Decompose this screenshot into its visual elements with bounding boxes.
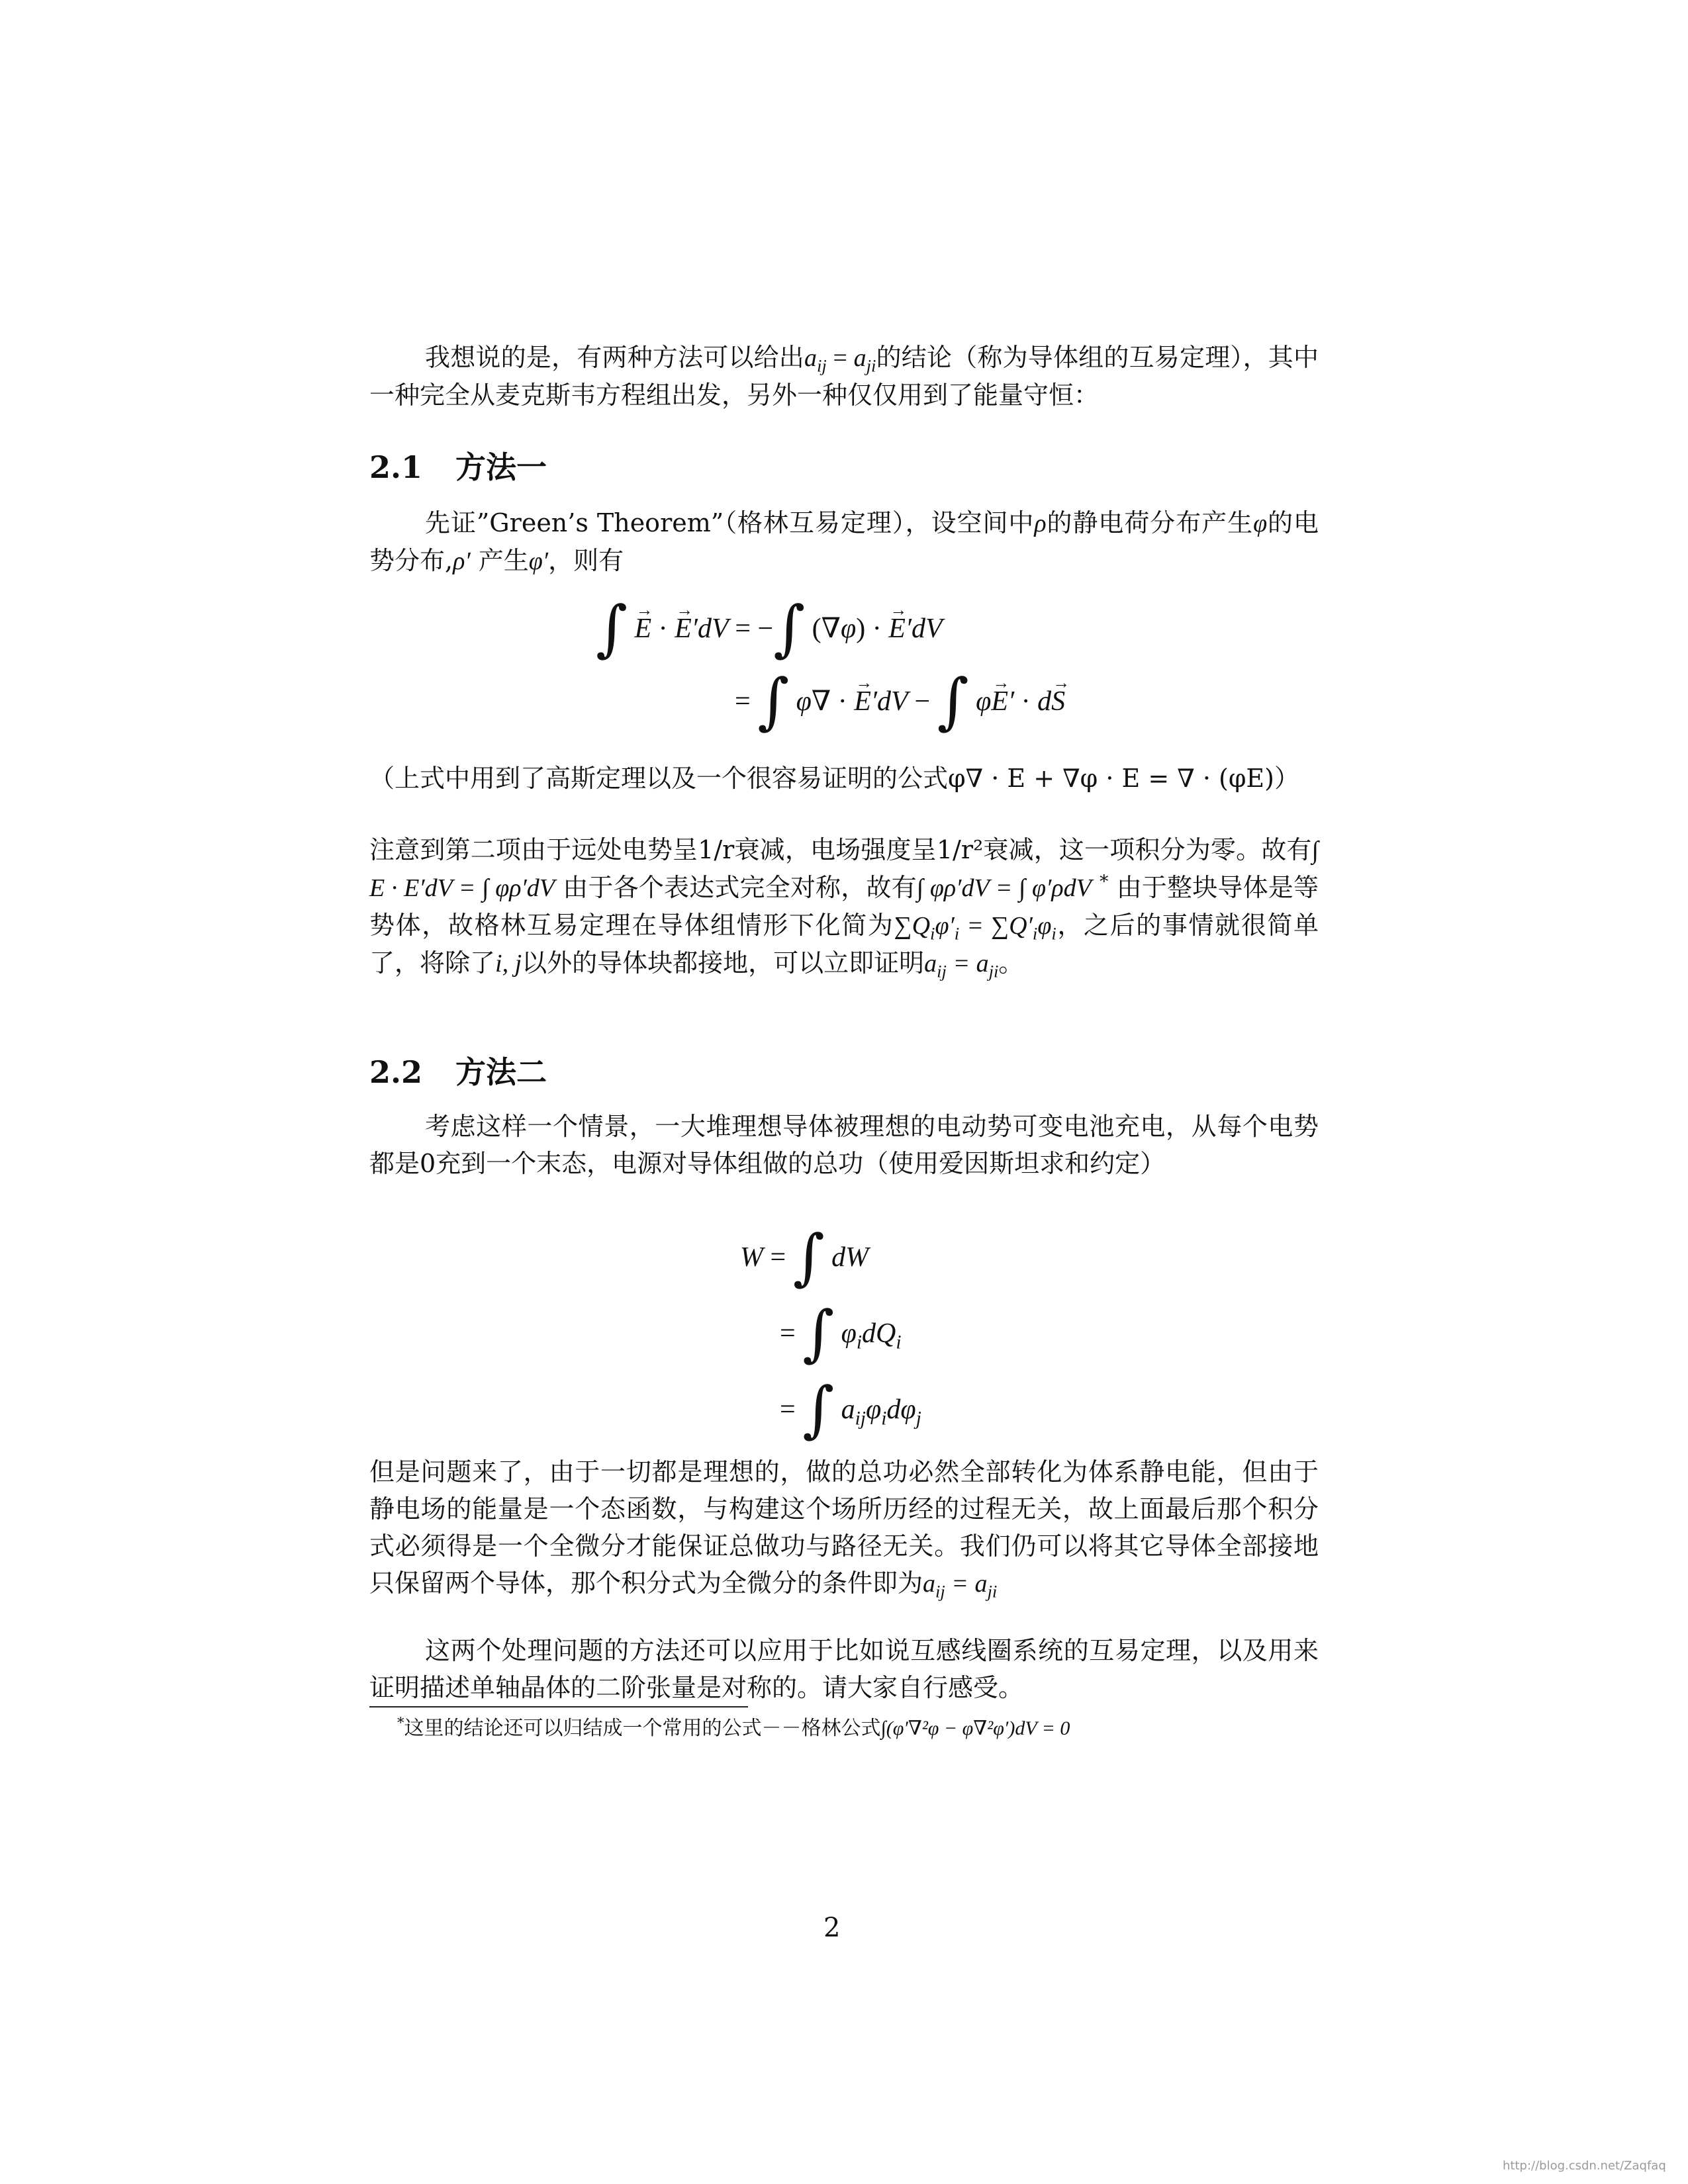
- method1-paragraph-2: （上式中用到了高斯定理以及一个很容易证明的公式φ∇ · E + ∇φ · E = ∇ · (φE)）: [369, 764, 1300, 793]
- footnote-rule: [369, 1706, 748, 1707]
- method1-paragraph-1: 先证”Green’s Theorem”（格林互易定理），设空间中ρ的静电荷分布产生φ的电势分布,ρ′ 产生φ′，则有: [369, 508, 1319, 575]
- section-title: 方法一: [455, 449, 547, 485]
- work-equation-line-3: = ∫ $a_{ij}\varphi_id\varphi_j$: [780, 1374, 921, 1445]
- page-number: 2: [823, 1913, 841, 1943]
- watermark: http://blog.csdn.net/Zaqfaq: [1503, 2159, 1666, 2173]
- method2-paragraph-2: 但是问题来了，由于一切都是理想的，做的总功必然全部转化为体系静电能，但由于静电场的能量是一个态函数，与构建这个场所历经的过程无关，故上面最后那个积分式必须得是一个全微分才能保证总做功与路径无关。我们仍可以将其它导体全部接地只保留两个导体，那个积分式为全微分的条件即为$a_{ij} = a_{ji}$: [369, 1457, 1319, 1602]
- method2-paragraph-3: 这两个处理问题的方法还可以应用于比如说互感线圈系统的互易定理，以及用来证明描述单轴晶体的二阶张量是对称的。请大家自行感受。: [369, 1636, 1319, 1702]
- equation-line-1: ∫ → E · → E′dV = −∫ (∇φ) · → E′dV: [596, 609, 943, 649]
- section-number: 2.2: [369, 1054, 423, 1090]
- section-heading-2-1: [369, 447, 547, 487]
- section-number: 2.1: [369, 449, 423, 485]
- method1-paragraph-3: 注意到第二项由于远处电势呈1/r衰减，电场强度呈1/r²衰减，这一项积分为零。故有∫ E · E′dV = ∫ φρ′dV 由于各个表达式完全对称，故有∫ φρ′dV = ∫ φ′ρdV * 由于整块导体是等势体，故格林互易定理在导体组情形下化简为$\sum Q_i\varphi'_i = \sum Q'_i\varphi_i$，之后的事情就很简单了，将除了i, j以外的导体块都接地，可以立即证明$a_{ij} = a_{ji}$。: [369, 835, 1319, 981]
- intro-text-b: 的结论（称为导体组的互易定理），其中一种完全从麦克斯韦方程组出发，另外一种仅仅用到了能量守恒：: [369, 343, 1319, 410]
- section-title: 方法二: [455, 1054, 547, 1090]
- footnote-formula: ∫(φ′∇²φ − φ∇²φ′)dV = 0: [880, 1717, 1070, 1739]
- section-heading-2-2: [369, 1052, 547, 1092]
- intro-paragraph: [369, 339, 1319, 414]
- method2-paragraph-1: 考虑这样一个情景，一大堆理想导体被理想的电动势可变电池充电，从每个电势都是0充到一个末态，电源对导体组做的总功（使用爱因斯坦求和约定）: [369, 1112, 1319, 1178]
- equation-line-2: = ∫ φ∇ · → E′dV − ∫ φ→ E′ · d→ S: [735, 682, 1065, 721]
- work-equation-line-1: W = ∫ dW: [740, 1222, 869, 1293]
- footnote: *这里的结论还可以归结成一个常用的公式－－格林公式∫(φ′∇²φ − φ∇²φ′)dV = 0: [397, 1715, 1070, 1740]
- intro-formula: $a_{ij} = a_{ji}$: [804, 344, 876, 376]
- intro-text-a: 我想说的是，有两种方法可以给出: [425, 343, 804, 372]
- work-equation-line-2: = ∫ $\varphi_idQ_i$: [780, 1298, 902, 1369]
